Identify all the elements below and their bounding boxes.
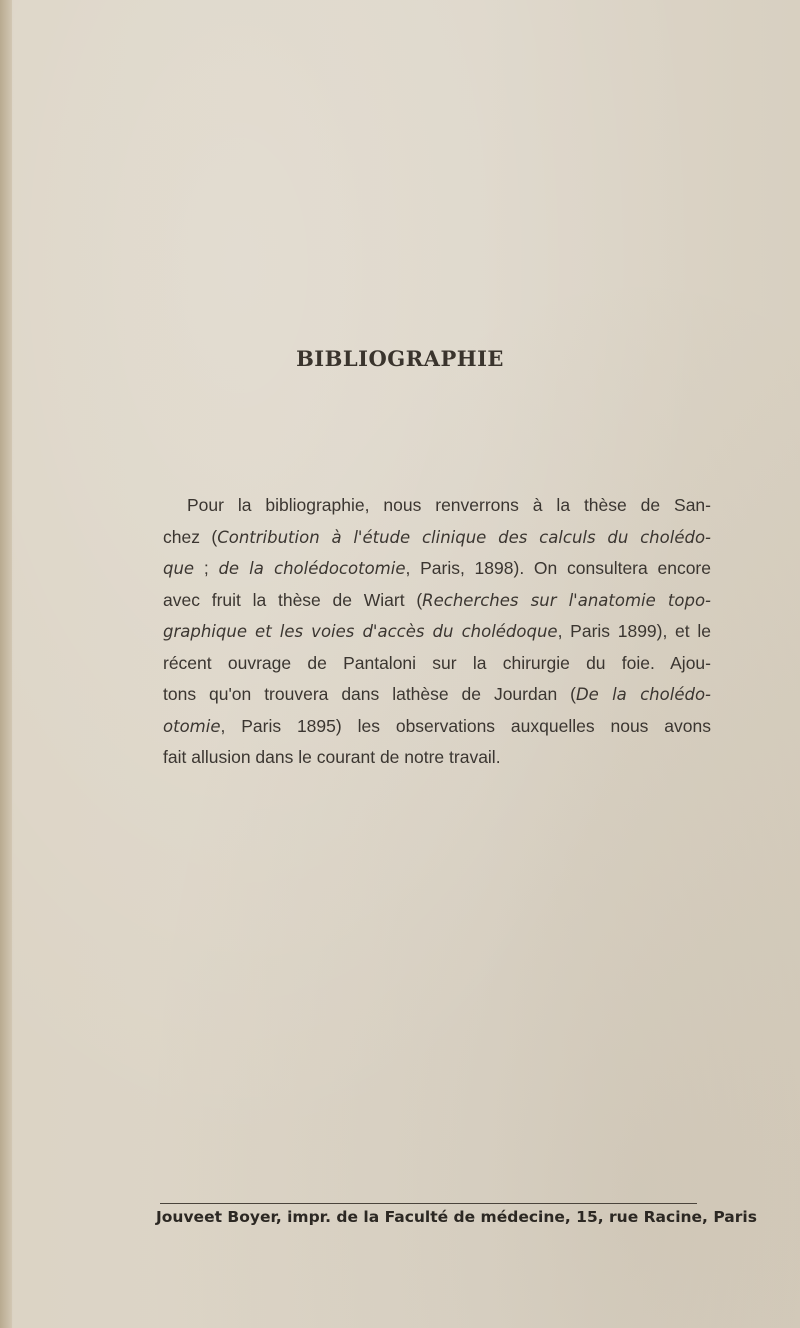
text-run: fait allusion dans le courant de notre travail. <box>163 747 501 767</box>
text-run: , Paris 1895) les observations auxquelles nous avons <box>220 715 711 736</box>
text-run: Pour la bibliographie, nous renverrons à la thèse de San- <box>187 495 711 515</box>
text-run: ; <box>194 558 219 578</box>
paragraph-line <box>163 742 711 774</box>
paragraph-line <box>163 585 711 617</box>
text-run: tons qu'on trouvera dans lathèse de Jourdan ( <box>163 684 576 704</box>
italic-title-run: de la cholédocotomie <box>218 559 406 578</box>
paragraph-line <box>163 711 711 743</box>
italic-title-run: Recherches sur l'anatomie topo- <box>422 590 711 610</box>
footer-rule <box>160 1203 697 1204</box>
italic-title-run: graphique et les voies d'accès du cholédoque <box>163 622 558 641</box>
paragraph-line <box>163 679 711 711</box>
text-run: , Paris, 1898). On consultera encore <box>405 558 711 578</box>
italic-title-run: Contribution à l'étude clinique des calculs du cholédo- <box>217 527 711 547</box>
paragraph-line <box>163 490 711 522</box>
italic-title-run: que <box>163 559 195 578</box>
paragraph-line <box>163 648 711 680</box>
paragraph-line <box>163 522 711 554</box>
text-run: chez ( <box>163 526 218 547</box>
text-run: , Paris 1899), et le <box>557 621 711 641</box>
bibliography-paragraph <box>163 490 711 774</box>
printer-imprint: Jouveet Boyer, impr. de la Faculté de médecine, 15, rue Racine, Paris <box>156 1208 757 1226</box>
italic-title-run: otomie <box>163 716 221 736</box>
binding-edge <box>0 0 12 1328</box>
text-run: avec fruit la thèse de Wiart ( <box>163 589 423 610</box>
paragraph-line <box>163 553 711 585</box>
page-title: BIBLIOGRAPHIE <box>296 346 504 371</box>
paragraph-line <box>163 616 711 648</box>
text-run: récent ouvrage de Pantaloni sur la chirurgie du foie. Ajou- <box>163 652 711 673</box>
italic-title-run: De la cholédo- <box>575 685 711 704</box>
